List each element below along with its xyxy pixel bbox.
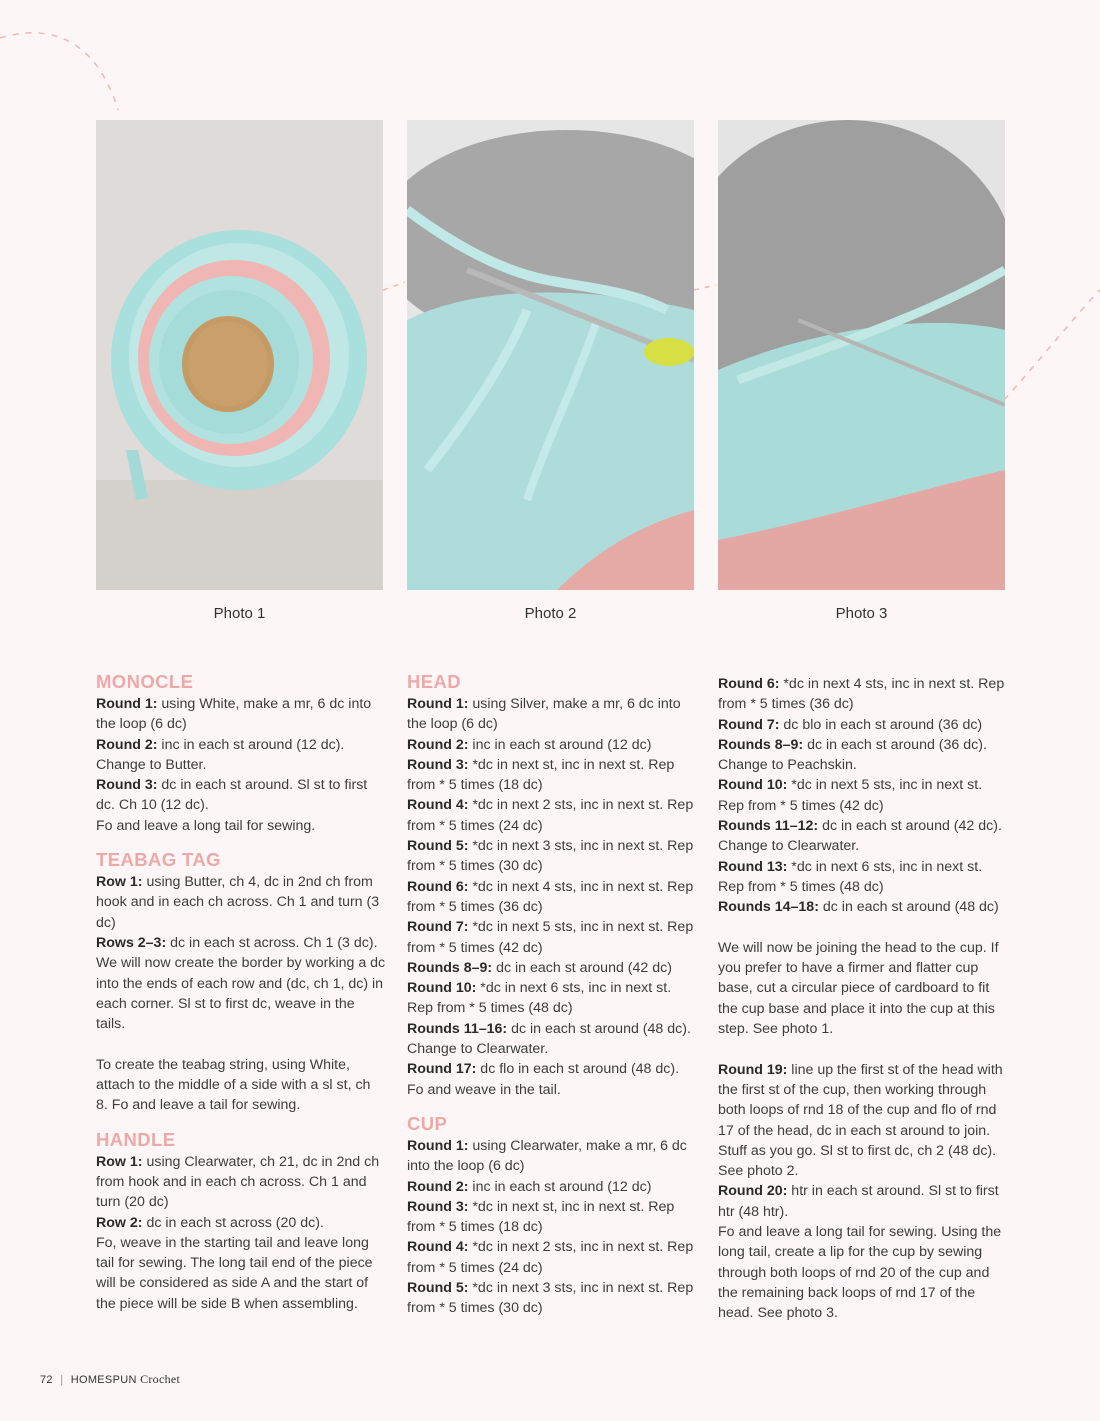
instruction-line xyxy=(718,715,1010,735)
instruction-label: Rounds 8–9: xyxy=(407,959,493,976)
instruction-text: htr in each st around. Sl st to first htr (48 htr). xyxy=(718,1183,999,1220)
instruction-text: inc in each st around (12 dc) xyxy=(468,736,652,753)
photo-3 xyxy=(718,120,1005,590)
instruction-line xyxy=(718,1181,1010,1222)
instruction-label: Rounds 11–12: xyxy=(718,818,819,835)
instruction-text: *dc in next 4 sts, inc in next st. Rep from * 5 times (36 dc) xyxy=(407,878,694,915)
instruction-text: *dc in next 3 sts, inc in next st. Rep from * 5 times (30 dc) xyxy=(407,838,694,875)
instruction-text: using Butter, ch 4, dc in 2nd ch from hook and in each ch across. Ch 1 and turn (3 dc) xyxy=(96,874,380,931)
instruction-label: Rows 2–3: xyxy=(96,934,167,951)
instruction-text: Fo, weave in the starting tail and leave long tail for sewing. The long tail end of the piece will be considered as side A and the start of the piece will be side B when assembling. xyxy=(96,1234,373,1312)
instruction-text: *dc in next 2 sts, inc in next st. Rep from * 5 times (24 dc) xyxy=(407,1239,694,1276)
instruction-text: line up the first st of the head with the first st of the cup, then working through both loops of rnd 18 of the cup and flo of rnd 17 of the head, dc in each st around to join. Stuff as you go. Sl st to first dc, ch 2 (48 dc). See photo 2. xyxy=(718,1061,1003,1180)
instruction-label: Rounds 11–16: xyxy=(407,1020,508,1037)
instruction-line xyxy=(96,1233,386,1314)
instruction-label: Round 1: xyxy=(407,696,469,712)
instruction-label: Round 6: xyxy=(407,878,469,895)
section-heading-monocle: MONOCLE xyxy=(96,671,194,692)
instruction-label: Round 1: xyxy=(407,1137,469,1154)
instruction-text: *dc in next 6 sts, inc in next st. Rep from * 5 times (48 dc) xyxy=(718,858,983,895)
instruction-label: Round 20: xyxy=(718,1183,788,1200)
instruction-line xyxy=(407,735,697,755)
instruction-line xyxy=(407,836,697,877)
instruction-line xyxy=(407,755,697,796)
instruction-label: Rounds 14–18: xyxy=(718,899,819,916)
instruction-line xyxy=(407,917,697,958)
column-2 xyxy=(407,670,697,1319)
photo-2 xyxy=(407,120,694,590)
instruction-text: *dc in next st, inc in next st. Rep from * 5 times (18 dc) xyxy=(407,1198,675,1236)
instruction-label: Round 2: xyxy=(407,1178,469,1195)
instruction-text: using Silver, make a mr, 6 dc into the loop (6 dc) xyxy=(407,696,681,733)
instruction-text: Fo and leave a long tail for sewing. xyxy=(96,817,316,834)
instruction-line xyxy=(718,1222,1010,1323)
instruction-line xyxy=(407,1177,697,1197)
section-heading-head: HEAD xyxy=(407,671,462,692)
instruction-line xyxy=(407,1278,697,1319)
instruction-line xyxy=(407,1136,697,1177)
instruction-text: *dc in next 6 sts, inc in next st. Rep from * 5 times (48 dc) xyxy=(407,980,672,1017)
instruction-line xyxy=(96,775,386,816)
page-footer xyxy=(40,1372,180,1387)
instruction-line xyxy=(407,1059,697,1100)
section-heading-cup: CUP xyxy=(407,1112,448,1134)
instruction-line xyxy=(407,877,697,918)
instruction-label: Round 10: xyxy=(718,777,788,794)
instruction-line xyxy=(407,1197,697,1238)
instruction-text: *dc in next 3 sts, inc in next st. Rep from * 5 times (30 dc) xyxy=(407,1280,694,1317)
instruction-text: using White, make a mr, 6 dc into the loop (6 dc) xyxy=(96,696,372,733)
instruction-line xyxy=(718,775,1010,816)
instruction-text: dc blo in each st around (36 dc) xyxy=(779,716,983,733)
instruction-text: dc in each st around (36 dc). Change to Peachskin. xyxy=(718,736,987,774)
instruction-label: Round 2: xyxy=(96,736,158,753)
instruction-line xyxy=(718,1060,1010,1182)
instruction-text: dc in each st around (48 dc) xyxy=(818,899,999,916)
photo-1-caption: Photo 1 xyxy=(213,605,266,622)
instruction-line xyxy=(407,958,697,978)
instruction-text: dc in each st across. Ch 1 (3 dc). We will now create the border by working a dc into the ends of each row and (dc, ch 1, dc) in each corner. Sl st to first dc, weave in the tails. xyxy=(96,934,386,1033)
instruction-text: Fo and leave a long tail for sewing. Using the long tail, create a lip for the cup by sewing through both loops of rnd 20 of the cup and the remaining back loops of rnd 17 of the head. See photo 3. xyxy=(718,1224,1002,1322)
instruction-label: Round 1: xyxy=(96,696,158,712)
instruction-label: Round 17: xyxy=(407,1061,477,1078)
instruction-line xyxy=(718,857,1010,898)
joining-note: We will now be joining the head to the cup. If you prefer to have a firmer and flatter cup base, cut a circular piece of cardboard to fit the cup base and place it into the cup at this step. See photo 1. xyxy=(718,939,999,1038)
instruction-text: *dc in next 2 sts, inc in next st. Rep from * 5 times (24 dc) xyxy=(407,797,694,834)
instruction-label: Round 3: xyxy=(407,756,469,773)
instruction-line xyxy=(96,735,386,776)
instruction-text: *dc in next 5 sts, inc in next st. Rep from * 5 times (42 dc) xyxy=(407,919,694,956)
instruction-text: dc in each st across (20 dc). xyxy=(142,1214,324,1231)
instruction-text: dc flo in each st around (48 dc). Fo and weave in the tail. xyxy=(407,1061,680,1098)
photo-2-caption: Photo 2 xyxy=(524,605,577,622)
instruction-label: Rounds 8–9: xyxy=(718,736,804,753)
footer-separator: | xyxy=(60,1374,64,1386)
instruction-text: dc in each st around. Sl st to first dc. Ch 10 (12 dc). xyxy=(96,777,368,814)
instruction-label: Round 3: xyxy=(407,1198,469,1215)
page-number: 72 xyxy=(40,1374,53,1386)
instruction-label: Row 2: xyxy=(96,1214,143,1231)
instruction-line xyxy=(407,694,697,735)
instruction-line xyxy=(718,897,1010,917)
instruction-label: Round 7: xyxy=(718,716,780,733)
instruction-line xyxy=(96,933,386,1034)
column-1 xyxy=(96,670,386,1314)
column-3 xyxy=(718,674,1010,1324)
section-heading-teabag-tag: TEABAG TAG xyxy=(96,849,221,871)
instruction-label: Round 3: xyxy=(96,777,158,794)
magazine-title: HOMESPUN xyxy=(70,1374,137,1386)
instruction-line xyxy=(718,674,1010,715)
instruction-line xyxy=(407,1019,697,1060)
instruction-label: Round 2: xyxy=(407,736,469,753)
instruction-line xyxy=(96,816,386,836)
instruction-line xyxy=(718,816,1010,857)
instruction-line xyxy=(96,694,386,735)
instruction-label: Round 5: xyxy=(407,838,469,855)
instruction-label: Round 13: xyxy=(718,858,788,875)
instruction-text: *dc in next 4 sts, inc in next st. Rep from * 5 times (36 dc) xyxy=(718,676,1005,713)
instruction-text: *dc in next 5 sts, inc in next st. Rep from * 5 times (42 dc) xyxy=(718,777,983,814)
instruction-label: Round 10: xyxy=(407,980,477,997)
magazine-subtitle: Crochet xyxy=(140,1372,181,1386)
instruction-text: dc in each st around (42 dc) xyxy=(492,959,672,976)
instruction-text: using Clearwater, ch 21, dc in 2nd ch from hook and in each ch across. Ch 1 and turn (20 dc) xyxy=(96,1153,380,1211)
photo-1 xyxy=(96,120,383,590)
instruction-text: dc in each st around (48 dc). Change to Clearwater. xyxy=(407,1020,691,1058)
instruction-text: inc in each st around (12 dc) xyxy=(468,1178,652,1195)
instruction-line xyxy=(407,1237,697,1278)
instruction-line xyxy=(407,795,697,836)
teabag-string-note: To create the teabag string, using White, attach to the middle of a side with a sl st, ch 8. Fo and leave a tail for sewing. xyxy=(96,1056,371,1114)
instruction-label: Round 19: xyxy=(718,1061,788,1078)
instruction-label: Round 4: xyxy=(407,1239,469,1256)
photo-3-caption: Photo 3 xyxy=(835,605,888,622)
instruction-label: Round 5: xyxy=(407,1280,469,1297)
instruction-label: Round 4: xyxy=(407,797,469,814)
instruction-label: Round 7: xyxy=(407,919,469,936)
instruction-text: using Clearwater, make a mr, 6 dc into the loop (6 dc) xyxy=(407,1137,687,1175)
instruction-text: *dc in next st, inc in next st. Rep from * 5 times (18 dc) xyxy=(407,756,675,794)
instruction-text: dc in each st around (42 dc). Change to Clearwater. xyxy=(718,818,1002,855)
section-heading-handle: HANDLE xyxy=(96,1128,176,1150)
instruction-label: Row 1: xyxy=(96,1153,143,1170)
instruction-line xyxy=(718,735,1010,776)
instruction-line xyxy=(96,1152,386,1213)
instruction-label: Row 1: xyxy=(96,874,143,891)
instruction-text: inc in each st around (12 dc). Change to Butter. xyxy=(96,736,345,773)
instruction-line xyxy=(407,978,697,1019)
instruction-line xyxy=(96,872,386,933)
instruction-line xyxy=(96,1213,386,1233)
instruction-label: Round 6: xyxy=(718,676,780,692)
